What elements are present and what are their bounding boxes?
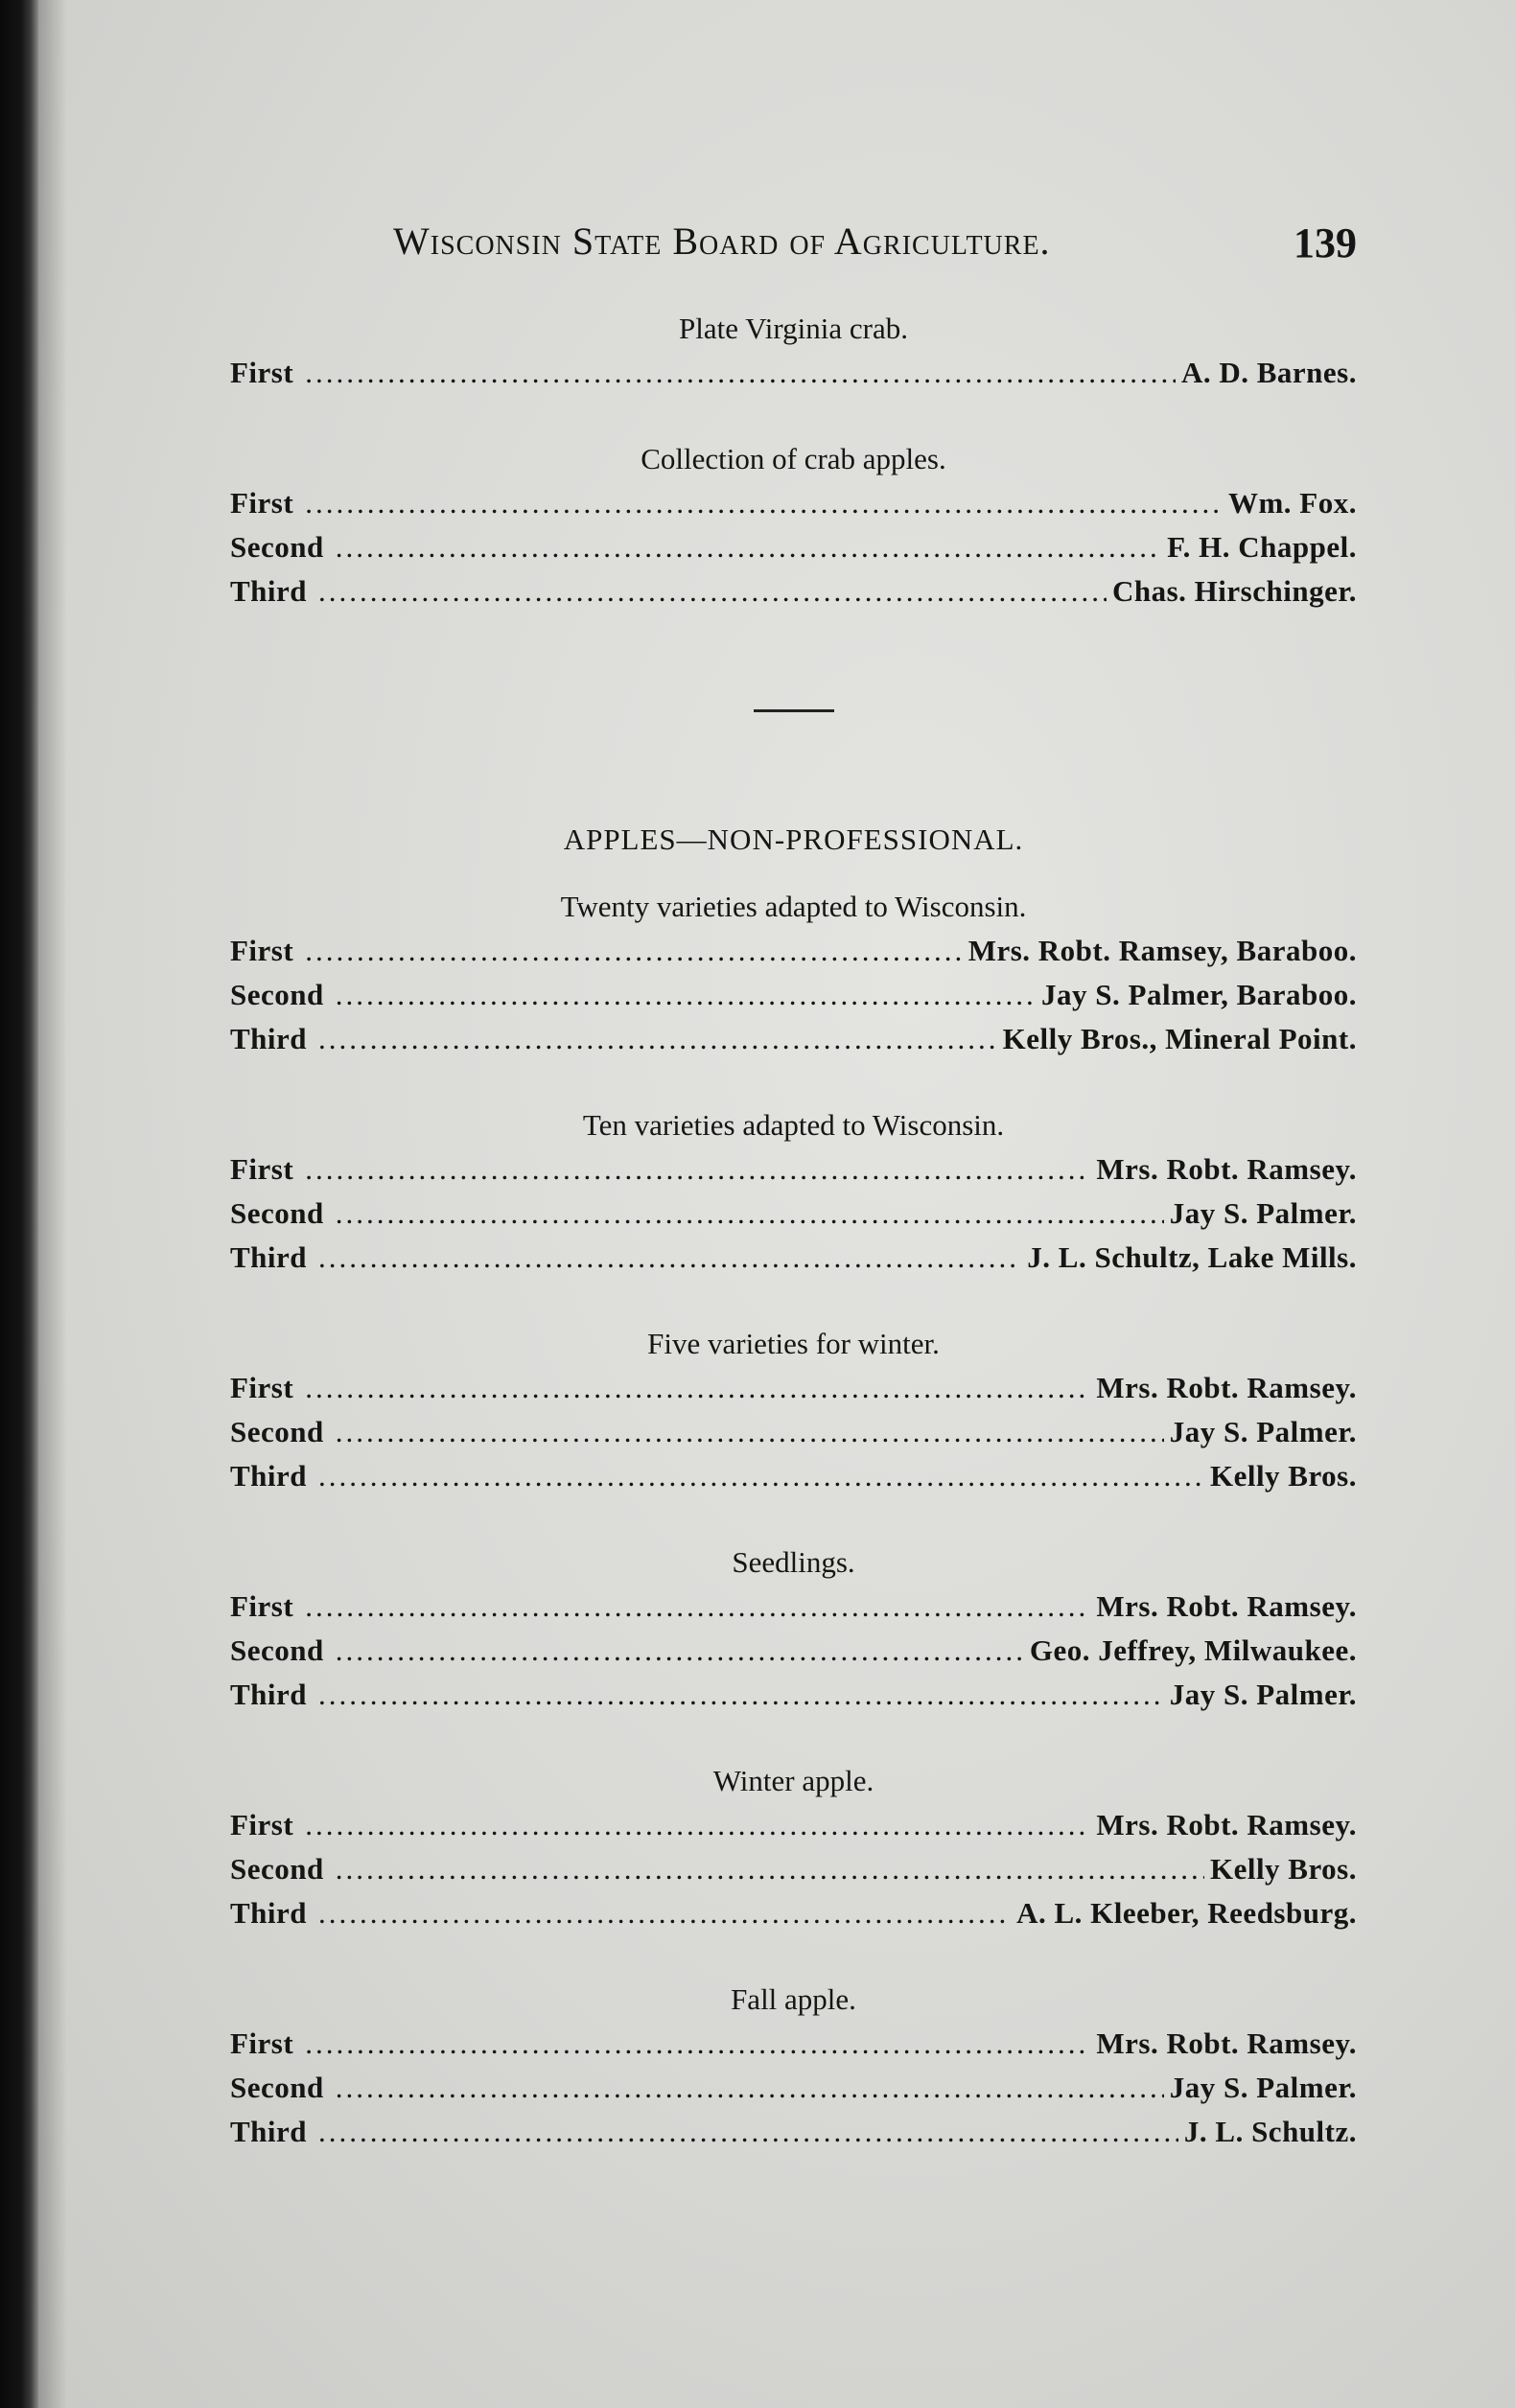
award-winner: J. L. Schultz. bbox=[1183, 2115, 1357, 2148]
section-title: Seedlings. bbox=[732, 1545, 855, 1579]
award-row bbox=[230, 351, 1357, 395]
award-place: First bbox=[230, 1808, 294, 1841]
award-row bbox=[230, 1454, 1357, 1498]
award-winner: Wm. Fox. bbox=[1227, 486, 1357, 520]
dot-leader bbox=[305, 481, 1223, 525]
dot-leader bbox=[318, 1891, 1011, 1935]
award-section bbox=[230, 1322, 1357, 1498]
award-place: Third bbox=[230, 574, 308, 608]
award-row bbox=[230, 2110, 1357, 2154]
dot-leader bbox=[305, 2022, 1090, 2066]
header-title: Wisconsin State Board of Agriculture. bbox=[393, 220, 1051, 263]
dot-leader bbox=[305, 929, 963, 973]
dot-leader bbox=[305, 1585, 1090, 1629]
section-title: Winter apple. bbox=[712, 1764, 874, 1797]
award-section bbox=[230, 437, 1357, 614]
award-row bbox=[230, 1236, 1357, 1280]
section-title: Fall apple. bbox=[731, 1982, 856, 2016]
award-row bbox=[230, 1192, 1357, 1236]
section-title: Ten varieties adapted to Wisconsin. bbox=[582, 1108, 1005, 1142]
dot-leader bbox=[318, 1017, 997, 1061]
award-place: Third bbox=[230, 1022, 308, 1055]
award-place: Second bbox=[230, 1852, 324, 1886]
dot-leader bbox=[336, 1629, 1024, 1673]
section-gap bbox=[230, 1498, 1357, 1540]
dot-leader bbox=[305, 1147, 1090, 1192]
apple-sections bbox=[230, 885, 1357, 2154]
award-row bbox=[230, 1017, 1357, 1061]
award-row bbox=[230, 481, 1357, 525]
award-winner: Geo. Jeffrey, Milwaukee. bbox=[1029, 1633, 1357, 1667]
award-winner: Jay S. Palmer. bbox=[1169, 2071, 1357, 2104]
dot-leader bbox=[336, 2066, 1164, 2110]
award-row bbox=[230, 525, 1357, 569]
award-winner: A. L. Kleeber, Reedsburg. bbox=[1016, 1896, 1357, 1930]
running-header bbox=[230, 219, 1357, 276]
award-place: Second bbox=[230, 1196, 324, 1230]
award-row bbox=[230, 1629, 1357, 1673]
main-heading: APPLES—NON-PROFESSIONAL. bbox=[563, 822, 1024, 856]
award-place: Third bbox=[230, 1459, 308, 1493]
award-winner: Jay S. Palmer, Baraboo. bbox=[1041, 978, 1357, 1011]
section-title: Twenty varieties adapted to Wisconsin. bbox=[560, 890, 1027, 923]
dot-leader bbox=[318, 1673, 1164, 1717]
award-winner: Jay S. Palmer. bbox=[1169, 1678, 1357, 1711]
section-gap bbox=[230, 1280, 1357, 1322]
page-number: 139 bbox=[1294, 220, 1357, 266]
award-row bbox=[230, 929, 1357, 973]
section-gap bbox=[230, 395, 1357, 437]
award-row bbox=[230, 569, 1357, 614]
award-row bbox=[230, 973, 1357, 1017]
section-gap bbox=[230, 1717, 1357, 1759]
award-section bbox=[230, 1759, 1357, 1935]
section-title: Plate Virginia crab. bbox=[679, 312, 908, 345]
award-winner: Jay S. Palmer. bbox=[1169, 1415, 1357, 1448]
dot-leader bbox=[318, 569, 1107, 614]
award-section bbox=[230, 1540, 1357, 1717]
section-divider-rule bbox=[754, 709, 834, 712]
spine-shadow bbox=[38, 0, 67, 2408]
award-winner: J. L. Schultz, Lake Mills. bbox=[1027, 1240, 1357, 1274]
section-title: Five varieties for winter. bbox=[647, 1327, 940, 1360]
book-spine-edge bbox=[0, 0, 38, 2408]
award-winner: Mrs. Robt. Ramsey. bbox=[1096, 2026, 1357, 2060]
award-place: Third bbox=[230, 2115, 308, 2148]
award-winner: Kelly Bros. bbox=[1209, 1459, 1357, 1493]
award-place: First bbox=[230, 356, 294, 389]
award-winner: Mrs. Robt. Ramsey. bbox=[1096, 1808, 1357, 1841]
award-place: First bbox=[230, 486, 294, 520]
award-row bbox=[230, 2066, 1357, 2110]
section-title: Collection of crab apples. bbox=[641, 442, 946, 475]
award-winner: Kelly Bros. bbox=[1209, 1852, 1357, 1886]
award-winner: A. D. Barnes. bbox=[1180, 356, 1357, 389]
award-place: First bbox=[230, 2026, 294, 2060]
award-place: Third bbox=[230, 1240, 308, 1274]
section-gap bbox=[230, 1061, 1357, 1103]
award-place: First bbox=[230, 1152, 294, 1186]
award-place: Second bbox=[230, 1415, 324, 1448]
award-winner: Mrs. Robt. Ramsey. bbox=[1096, 1371, 1357, 1404]
award-place: Second bbox=[230, 530, 324, 564]
dot-leader bbox=[305, 1366, 1090, 1410]
award-place: Second bbox=[230, 1633, 324, 1667]
award-section bbox=[230, 307, 1357, 395]
award-row bbox=[230, 1585, 1357, 1629]
award-row bbox=[230, 1891, 1357, 1935]
dot-leader bbox=[336, 1410, 1164, 1454]
dot-leader bbox=[305, 351, 1176, 395]
dot-leader bbox=[318, 1454, 1204, 1498]
dot-leader bbox=[318, 2110, 1178, 2154]
section-gap bbox=[230, 1935, 1357, 1978]
dot-leader bbox=[318, 1236, 1021, 1280]
award-winner: Kelly Bros., Mineral Point. bbox=[1002, 1022, 1357, 1055]
award-row bbox=[230, 1803, 1357, 1847]
award-section bbox=[230, 1103, 1357, 1280]
award-section bbox=[230, 1978, 1357, 2154]
award-place: First bbox=[230, 934, 294, 967]
award-winner: Chas. Hirschinger. bbox=[1111, 574, 1357, 608]
award-place: Third bbox=[230, 1896, 308, 1930]
dot-leader bbox=[305, 1803, 1090, 1847]
award-row bbox=[230, 1366, 1357, 1410]
award-row bbox=[230, 2022, 1357, 2066]
award-row bbox=[230, 1410, 1357, 1454]
award-place: Third bbox=[230, 1678, 308, 1711]
dot-leader bbox=[336, 1192, 1164, 1236]
award-place: First bbox=[230, 1371, 294, 1404]
dot-leader bbox=[336, 1847, 1204, 1891]
dot-leader bbox=[336, 973, 1036, 1017]
award-row bbox=[230, 1147, 1357, 1192]
award-place: First bbox=[230, 1589, 294, 1623]
award-winner: Mrs. Robt. Ramsey, Baraboo. bbox=[967, 934, 1357, 967]
award-place: Second bbox=[230, 978, 324, 1011]
award-winner: Jay S. Palmer. bbox=[1169, 1196, 1357, 1230]
crab-apple-sections bbox=[230, 307, 1357, 614]
award-winner: F. H. Chappel. bbox=[1167, 530, 1357, 564]
award-winner: Mrs. Robt. Ramsey. bbox=[1096, 1589, 1357, 1623]
award-row bbox=[230, 1847, 1357, 1891]
award-row bbox=[230, 1673, 1357, 1717]
dot-leader bbox=[336, 525, 1161, 569]
award-winner: Mrs. Robt. Ramsey. bbox=[1096, 1152, 1357, 1186]
page-content bbox=[230, 307, 1357, 2154]
award-section bbox=[230, 885, 1357, 1061]
award-place: Second bbox=[230, 2071, 324, 2104]
